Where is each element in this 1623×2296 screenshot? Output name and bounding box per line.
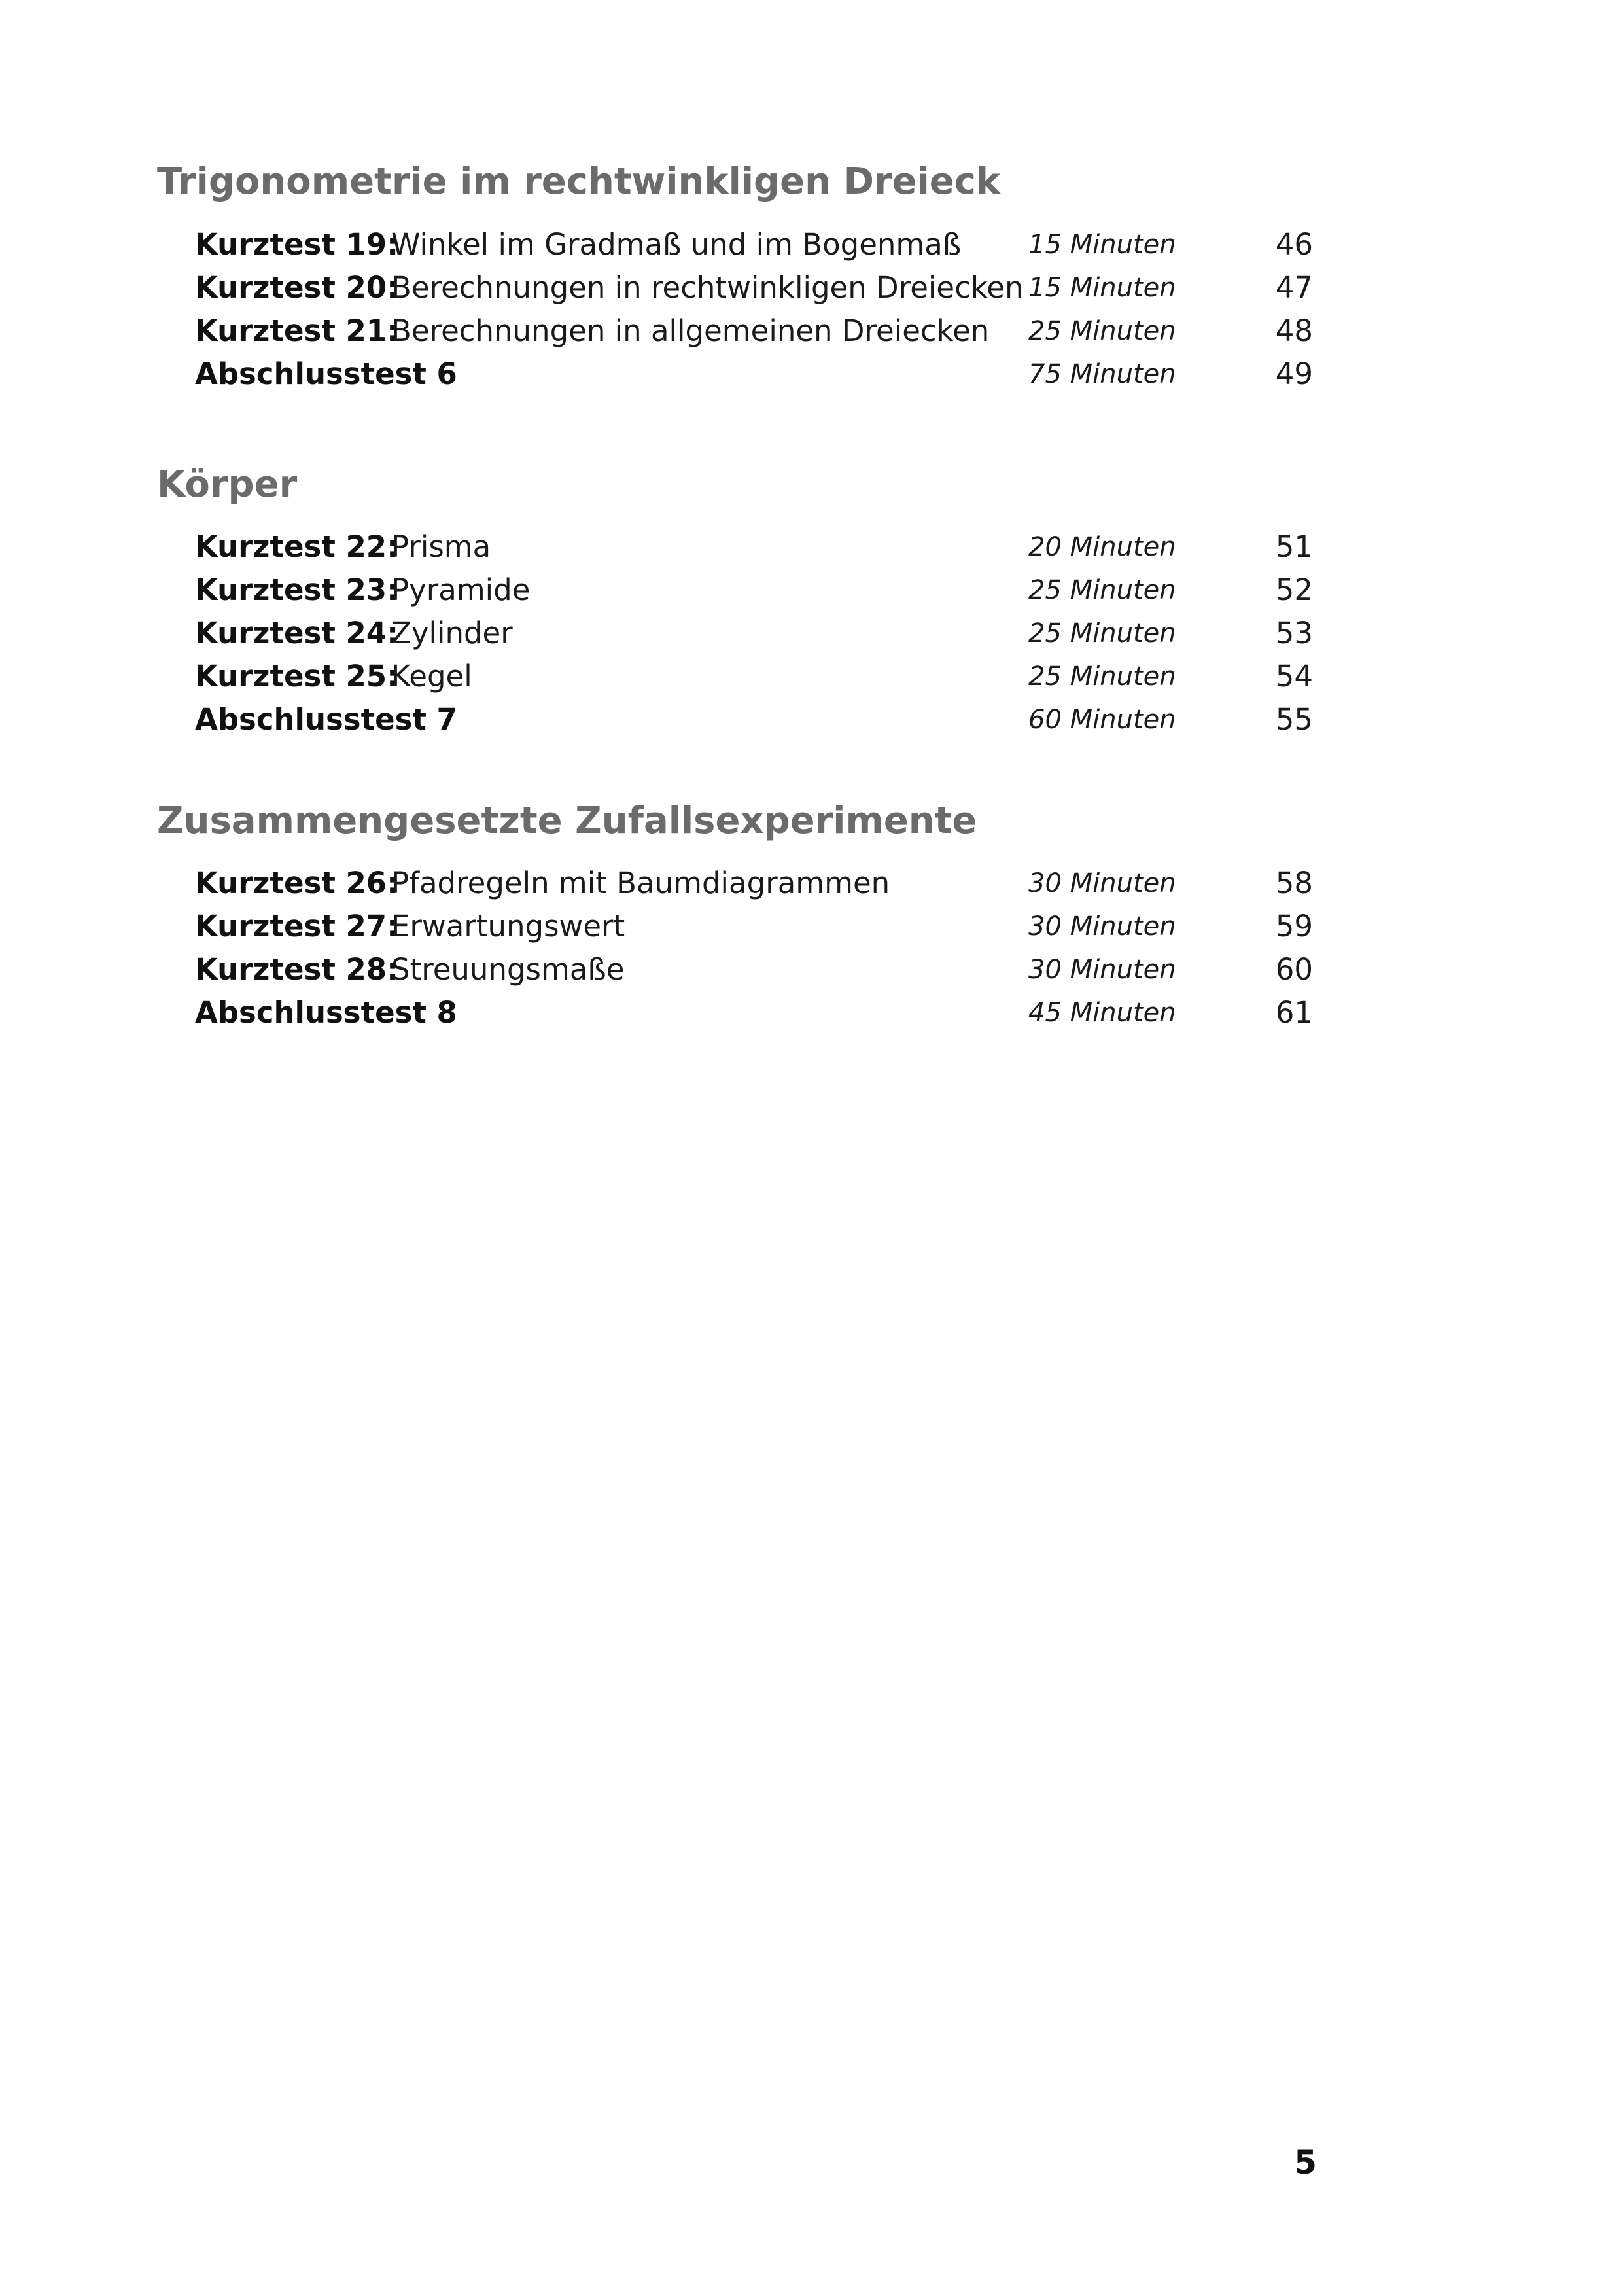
entry-topic: Erwartungswert xyxy=(391,909,625,944)
entry-page: 48 xyxy=(1275,313,1313,348)
entry-page: 60 xyxy=(1275,952,1313,987)
entry-topic: Streuungsmaße xyxy=(391,952,625,987)
section-title: Trigonometrie im rechtwinkligen Dreieck xyxy=(157,160,1001,203)
entry-label: Kurztest 26: xyxy=(195,866,399,900)
section-title: Zusammengesetzte Zufallsexperimente xyxy=(157,800,977,842)
entry-label: Kurztest 27: xyxy=(195,909,399,944)
toc-entry[interactable] xyxy=(0,699,1623,741)
entry-label: Kurztest 22: xyxy=(195,529,399,564)
entry-label: Kurztest 25: xyxy=(195,659,399,694)
entry-topic: Zylinder xyxy=(391,616,513,650)
entry-label: Kurztest 19: xyxy=(195,227,399,262)
entry-page: 54 xyxy=(1275,659,1313,694)
toc-entry[interactable] xyxy=(0,949,1623,991)
entry-page: 47 xyxy=(1275,270,1313,305)
entry-duration: 30 Minuten xyxy=(1028,955,1176,985)
entry-page: 51 xyxy=(1275,529,1313,564)
entry-page: 61 xyxy=(1275,995,1313,1030)
section-title: Körper xyxy=(157,463,298,506)
entry-label: Kurztest 20: xyxy=(195,270,399,305)
entry-label: Kurztest 23: xyxy=(195,573,399,607)
entry-duration: 15 Minuten xyxy=(1028,273,1176,303)
entry-label: Abschlusstest 6 xyxy=(195,357,457,391)
entry-duration: 75 Minuten xyxy=(1028,359,1176,389)
entry-topic: Kegel xyxy=(391,659,472,694)
toc-entry[interactable] xyxy=(0,656,1623,698)
entry-page: 52 xyxy=(1275,573,1313,607)
entry-topic: Pyramide xyxy=(391,573,531,607)
entry-label: Kurztest 21: xyxy=(195,313,399,348)
entry-label: Abschlusstest 8 xyxy=(195,995,457,1030)
entry-topic: Berechnungen in rechtwinkligen Dreiecken xyxy=(391,270,1024,305)
toc-entry[interactable] xyxy=(0,310,1623,352)
entry-page: 46 xyxy=(1275,227,1313,262)
entry-duration: 25 Minuten xyxy=(1028,575,1176,605)
entry-topic: Berechnungen in allgemeinen Dreiecken xyxy=(391,313,990,348)
entry-duration: 15 Minuten xyxy=(1028,230,1176,260)
entry-topic: Winkel im Gradmaß und im Bogenmaß xyxy=(391,227,962,262)
toc-entry[interactable] xyxy=(0,992,1623,1034)
entry-label: Kurztest 24: xyxy=(195,616,399,650)
entry-label: Abschlusstest 7 xyxy=(195,702,457,737)
entry-page: 58 xyxy=(1275,866,1313,900)
entry-duration: 25 Minuten xyxy=(1028,316,1176,346)
entry-duration: 30 Minuten xyxy=(1028,911,1176,942)
toc-entry[interactable] xyxy=(0,526,1623,568)
entry-duration: 20 Minuten xyxy=(1028,532,1176,562)
entry-topic: Pfadregeln mit Baumdiagrammen xyxy=(391,866,890,900)
toc-entry[interactable] xyxy=(0,862,1623,904)
toc-entry[interactable] xyxy=(0,353,1623,395)
toc-entry[interactable] xyxy=(0,569,1623,611)
entry-page: 49 xyxy=(1275,357,1313,391)
toc-entry[interactable] xyxy=(0,612,1623,654)
entry-page: 59 xyxy=(1275,909,1313,944)
entry-duration: 25 Minuten xyxy=(1028,662,1176,692)
page-number: 5 xyxy=(1294,2144,1317,2181)
toc-entry[interactable] xyxy=(0,906,1623,947)
entry-duration: 30 Minuten xyxy=(1028,868,1176,898)
toc-entry[interactable] xyxy=(0,224,1623,266)
entry-page: 55 xyxy=(1275,702,1313,737)
entry-duration: 25 Minuten xyxy=(1028,618,1176,648)
entry-topic: Prisma xyxy=(391,529,491,564)
toc-entry[interactable] xyxy=(0,267,1623,309)
entry-duration: 45 Minuten xyxy=(1028,998,1176,1028)
entry-label: Kurztest 28: xyxy=(195,952,399,987)
entry-duration: 60 Minuten xyxy=(1028,705,1176,735)
entry-page: 53 xyxy=(1275,616,1313,650)
